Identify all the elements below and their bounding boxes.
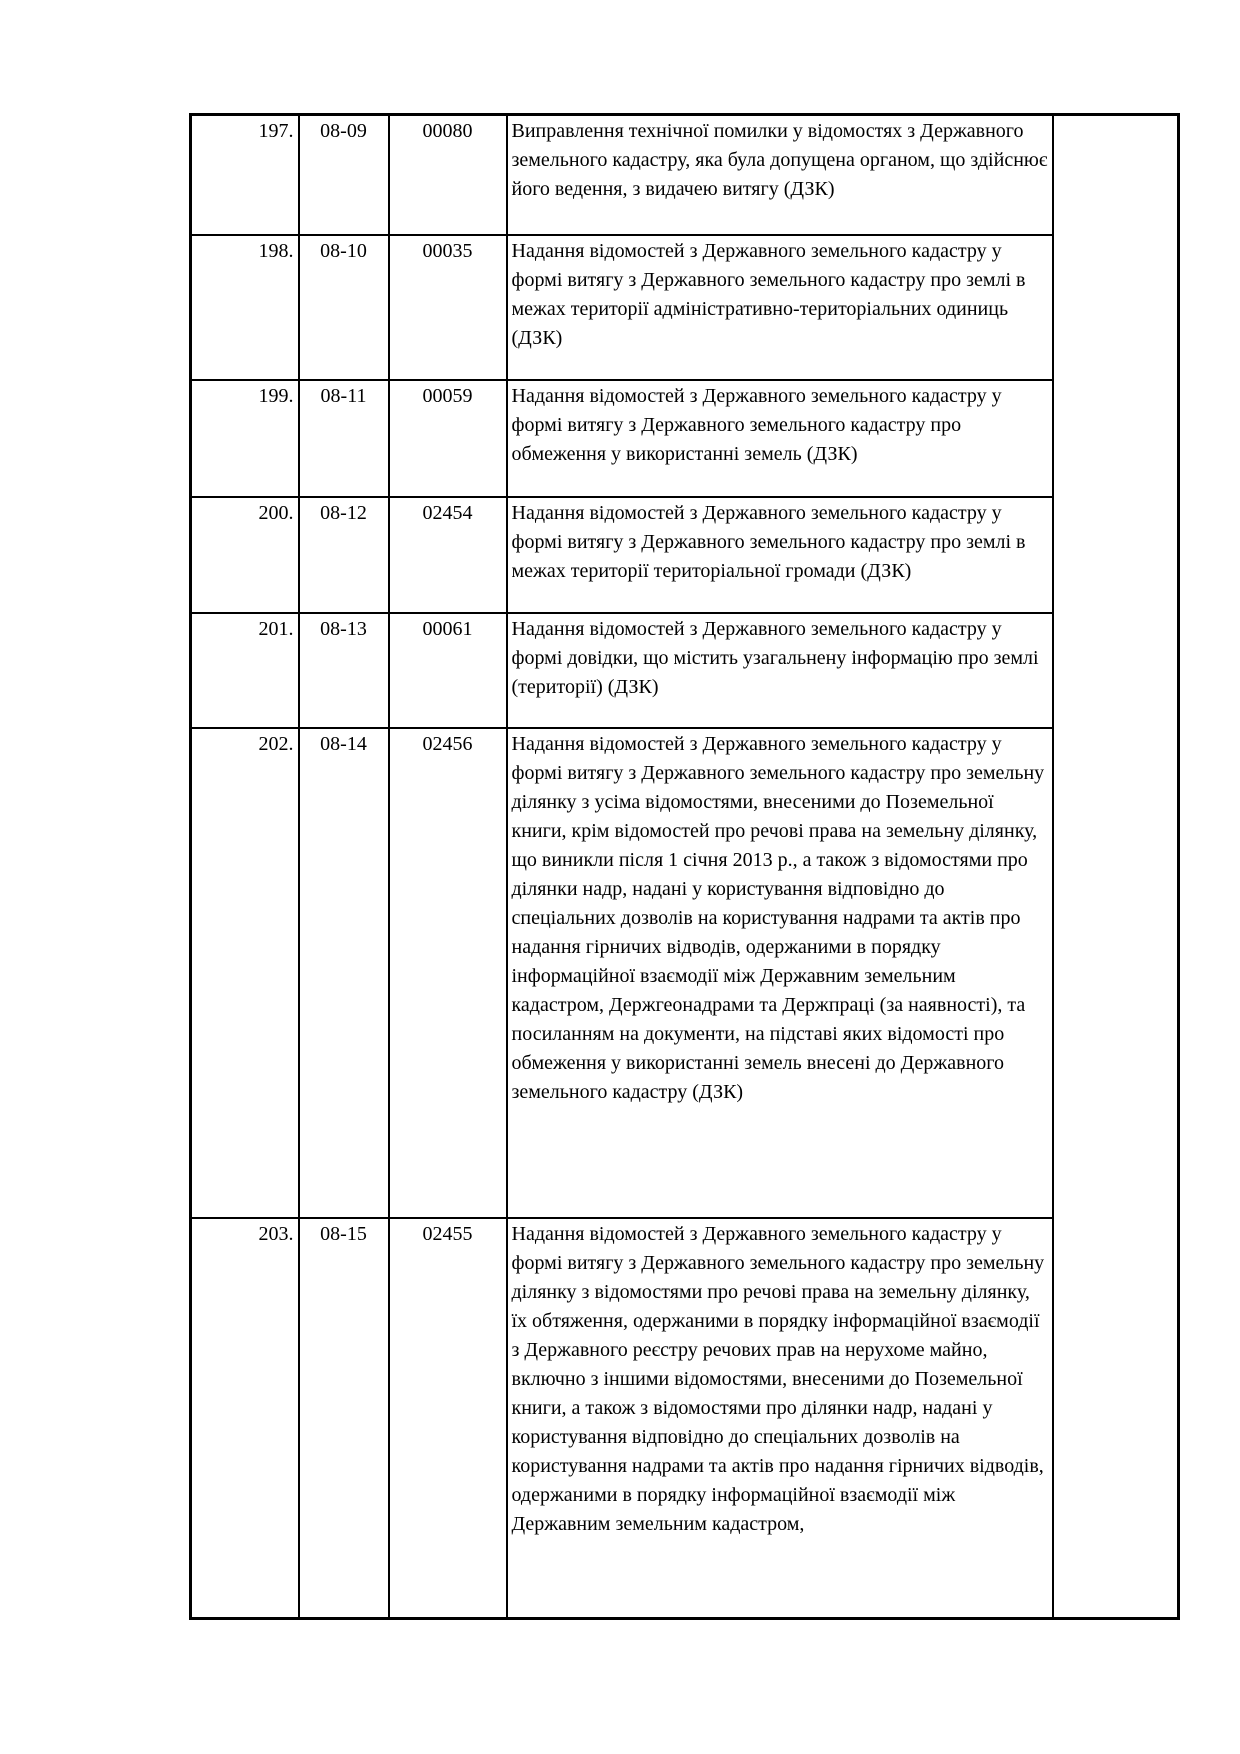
description-cell: Надання відомостей з Державного земельного кадастру у формі витягу з Державного земельного кадастру про земельну ділянку з усіма відомостями, внесеними до Поземельної книги, крім відомостей про речові права на земельну ділянку, що виникли після 1 січня 2013 р., а також з відомостями про ділянки надр, надані у користування відповідно до спеціальних дозволів на користування надрами та актів про надання гірничих відводів, одержаними в порядку інформаційної взаємодії між Державним земельним кадастром, Держгеонадрами та Держпраці (за наявності), та посиланням на документи, на підставі яких відомості про обмеження у використанні земель внесені до Державного земельного кадастру (ДЗК) xyxy=(507,728,1053,1218)
service-code-cell: 00035 xyxy=(389,235,507,380)
table-row xyxy=(191,497,1179,613)
table-row xyxy=(191,380,1179,497)
group-code-cell: 08-13 xyxy=(299,613,389,728)
group-code-cell: 08-09 xyxy=(299,115,389,235)
row-number-cell: 201. xyxy=(191,613,299,728)
description-cell: Надання відомостей з Державного земельного кадастру у формі витягу з Державного земельного кадастру про обмеження у використанні земель (ДЗК) xyxy=(507,380,1053,497)
services-table xyxy=(189,113,1180,1620)
group-code-cell: 08-10 xyxy=(299,235,389,380)
table-row xyxy=(191,1218,1179,1619)
service-code-cell: 00059 xyxy=(389,380,507,497)
row-number-cell: 197. xyxy=(191,115,299,235)
service-code-cell: 02456 xyxy=(389,728,507,1218)
table-row xyxy=(191,613,1179,728)
table-row xyxy=(191,728,1179,1218)
table-row xyxy=(191,115,1179,235)
row-number-cell: 203. xyxy=(191,1218,299,1619)
group-code-cell: 08-15 xyxy=(299,1218,389,1619)
group-code-cell: 08-12 xyxy=(299,497,389,613)
group-code-cell: 08-14 xyxy=(299,728,389,1218)
row-number-cell: 200. xyxy=(191,497,299,613)
description-cell: Виправлення технічної помилки у відомостях з Державного земельного кадастру, яка була допущена органом, що здійснює його ведення, з видачею витягу (ДЗК) xyxy=(507,115,1053,235)
row-number-cell: 198. xyxy=(191,235,299,380)
row-number-cell: 199. xyxy=(191,380,299,497)
description-cell: Надання відомостей з Державного земельного кадастру у формі витягу з Державного земельного кадастру про землі в межах території територіальної громади (ДЗК) xyxy=(507,497,1053,613)
description-cell: Надання відомостей з Державного земельного кадастру у формі витягу з Державного земельного кадастру про земельну ділянку з відомостями про речові права на земельну ділянку, їх обтяження, одержаними в порядку інформаційної взаємодії з Державного реєстру речових прав на нерухоме майно, включно з іншими відомостями, внесеними до Поземельної книги, а також з відомостями про ділянки надр, надані у користування відповідно до спеціальних дозволів на користування надрами та актів про надання гірничих відводів, одержаними в порядку інформаційної взаємодії між Державним земельним кадастром, xyxy=(507,1218,1053,1619)
service-code-cell: 00061 xyxy=(389,613,507,728)
service-code-cell: 02454 xyxy=(389,497,507,613)
description-cell: Надання відомостей з Державного земельного кадастру у формі витягу з Державного земельного кадастру про землі в межах території адміністративно-територіальних одиниць (ДЗК) xyxy=(507,235,1053,380)
table-row xyxy=(191,235,1179,380)
service-code-cell: 00080 xyxy=(389,115,507,235)
description-cell: Надання відомостей з Державного земельного кадастру у формі довідки, що містить узагальнену інформацію про землі (території) (ДЗК) xyxy=(507,613,1053,728)
row-number-cell: 202. xyxy=(191,728,299,1218)
group-code-cell: 08-11 xyxy=(299,380,389,497)
notes-column-cell xyxy=(1053,115,1179,1619)
service-code-cell: 02455 xyxy=(389,1218,507,1619)
